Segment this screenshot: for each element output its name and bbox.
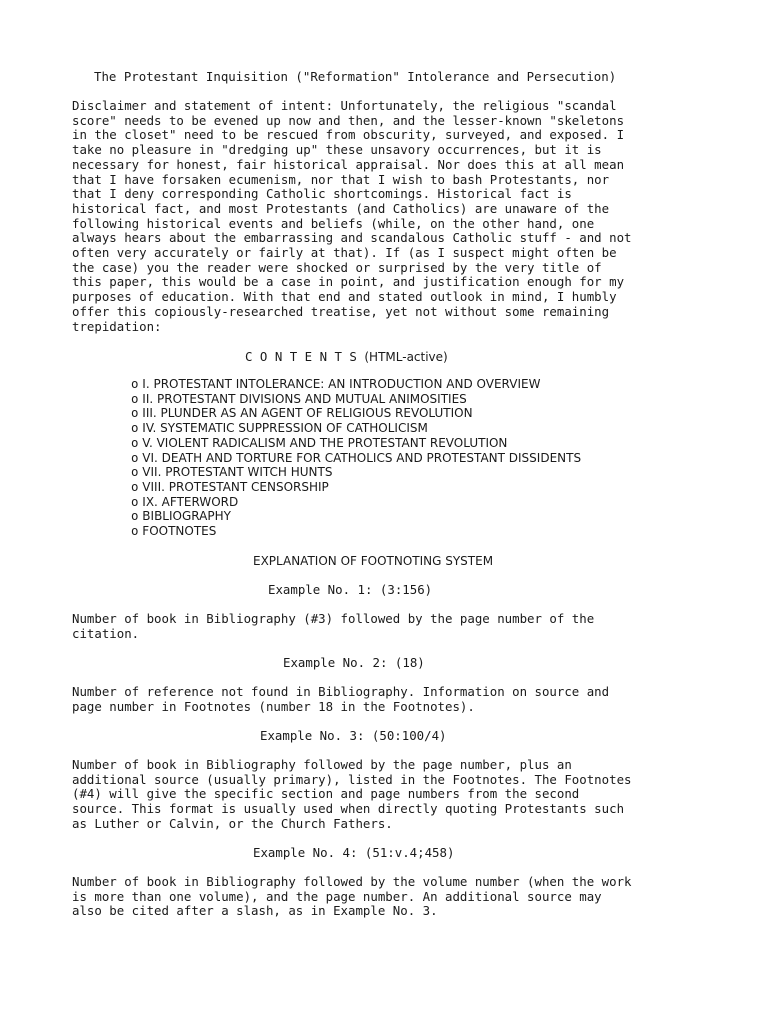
- example-4-label: Example No. 4: (51:v.4;458): [253, 845, 455, 860]
- footnoting-heading: EXPLANATION OF FOOTNOTING SYSTEM: [253, 554, 494, 568]
- toc-link-section-9[interactable]: IX. AFTERWORD: [142, 494, 239, 509]
- example-3-label: Example No. 3: (50:100/4): [260, 728, 447, 743]
- contents-heading: [245, 348, 448, 366]
- bullet-marker: o: [131, 464, 139, 480]
- bullet-marker: o: [131, 523, 139, 539]
- toc-link-section-4[interactable]: IV. SYSTEMATIC SUPPRESSION OF CATHOLICISM: [142, 421, 428, 436]
- toc-item: [131, 480, 581, 495]
- toc-item: [131, 524, 581, 539]
- bullet-marker: o: [131, 376, 139, 391]
- toc-item: [131, 509, 581, 524]
- bullet-marker: o: [131, 508, 139, 524]
- toc-link-section-7[interactable]: VII. PROTESTANT WITCH HUNTS: [142, 465, 333, 480]
- toc-item: [131, 377, 581, 392]
- contents-title: C O N T E N T S: [245, 349, 357, 364]
- document-title: The Protestant Inquisition ("Reformation" Intolerance and Persecution): [94, 69, 617, 84]
- toc-item: [131, 451, 581, 466]
- toc-link-section-5[interactable]: V. VIOLENT RADICALISM AND THE PROTESTANT REVOLUTION: [142, 435, 508, 450]
- bullet-marker: o: [131, 449, 139, 465]
- toc-item: [131, 495, 581, 510]
- bullet-marker: o: [131, 434, 139, 450]
- toc-link-section-6[interactable]: VI. DEATH AND TORTURE FOR CATHOLICS AND PROTESTANT DISSIDENTS: [142, 450, 582, 465]
- example-3-text: Number of book in Bibliography followed by the page number, plus an additional source (usually primary), listed in the Footnotes. The Footnotes (#4) will give the specific section and page numbers from the second source. This format is usually used when directly quoting Protestants such as Luther or Calvin, or the Church Fathers.: [72, 757, 632, 831]
- toc-link-section-3[interactable]: III. PLUNDER AS AN AGENT OF RELIGIOUS REVOLUTION: [142, 406, 473, 421]
- bullet-marker: o: [131, 405, 139, 421]
- toc-link-footnotes[interactable]: FOOTNOTES: [142, 524, 217, 539]
- bullet-marker: o: [131, 478, 139, 494]
- toc-link-section-1[interactable]: I. PROTESTANT INTOLERANCE: AN INTRODUCTION AND OVERVIEW: [142, 377, 541, 391]
- contents-note: (HTML-active): [364, 350, 448, 364]
- table-of-contents: [131, 377, 581, 539]
- toc-item: [131, 421, 581, 436]
- toc-link-section-8[interactable]: VIII. PROTESTANT CENSORSHIP: [142, 479, 329, 494]
- toc-link-bibliography[interactable]: BIBLIOGRAPHY: [142, 509, 231, 524]
- toc-item: [131, 406, 581, 421]
- example-4-text: Number of book in Bibliography followed by the volume number (when the work is more than one volume), and the page number. An additional source may also be cited after a slash, as in Example No. 3.: [72, 874, 632, 919]
- toc-item: [131, 392, 581, 407]
- bullet-marker: o: [131, 390, 139, 406]
- bullet-marker: o: [131, 420, 139, 436]
- toc-item: [131, 465, 581, 480]
- toc-link-section-2[interactable]: II. PROTESTANT DIVISIONS AND MUTUAL ANIMOSITIES: [142, 391, 467, 406]
- example-2-text: Number of reference not found in Bibliography. Information on source and page number in Footnotes (number 18 in the Footnotes).: [72, 684, 610, 714]
- example-2-label: Example No. 2: (18): [283, 655, 425, 670]
- disclaimer-paragraph: Disclaimer and statement of intent: Unfortunately, the religious "scandal score" needs to be evened up now and then, and the lesser-known "skeletons in the closet" need to be rescued from obscurity, surveyed, and exposed. I take no pleasure in "dredging up" these unsavory occurrences, but it is necessary for honest, fair historical appraisal. Nor does this at all mean that I have forsaken ecumenism, nor that I wish to bash Protestants, nor that I deny corresponding Catholic shortcomings. Historical fact is historical fact, and most Protestants (and Catholics) are unaware of the following historical events and beliefs (while, on the other hand, one always hears about the embarrassing and scandalous Catholic stuff - and not often very accurately or fairly at that). If (as I suspect might often be the case) you the reader were shocked or surprised by the very title of this paper, this would be a case in point, and justification enough for my purposes of education. With that end and stated outlook in mind, I humbly offer this copiously-researched treatise, yet not without some remaining trepidation:: [72, 98, 632, 334]
- toc-item: [131, 436, 581, 451]
- bullet-marker: o: [131, 493, 139, 509]
- example-1-label: Example No. 1: (3:156): [268, 582, 433, 597]
- example-1-text: Number of book in Bibliography (#3) followed by the page number of the citation.: [72, 611, 595, 641]
